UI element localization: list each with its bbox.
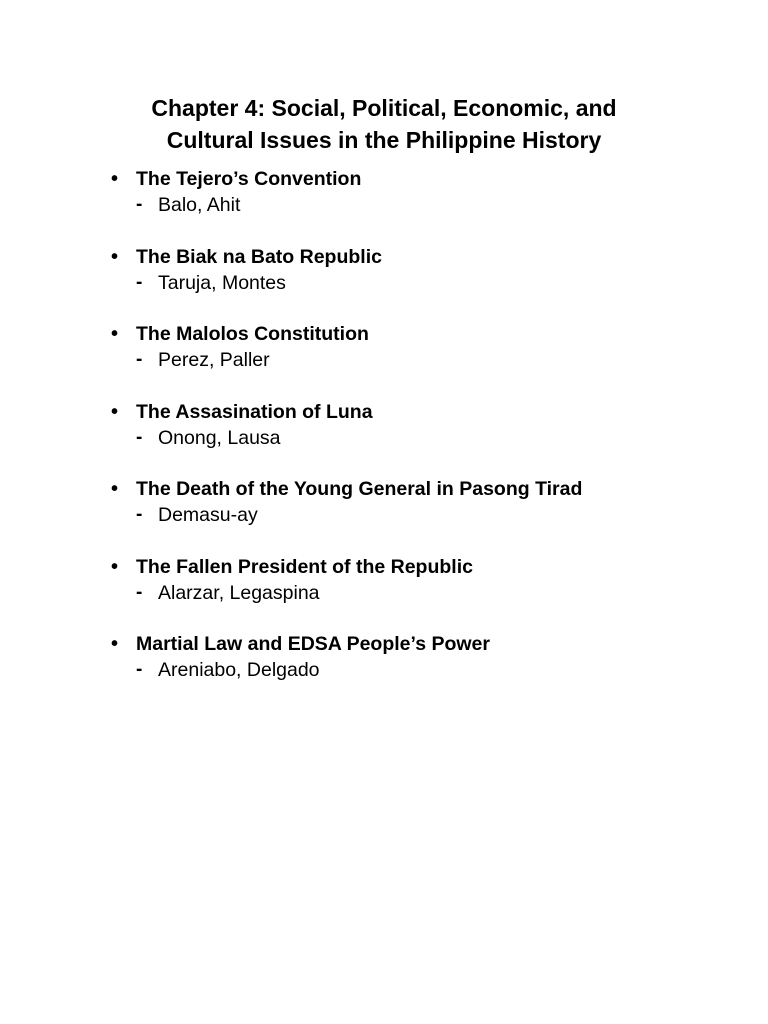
topic-presenters: Onong, Lausa xyxy=(158,426,281,449)
topic-title: The Fallen President of the Republic xyxy=(136,555,473,578)
page-title xyxy=(84,92,684,156)
topic-title: Martial Law and EDSA People’s Power xyxy=(136,633,490,655)
bullet-icon: • xyxy=(111,400,119,423)
topic-item xyxy=(0,475,768,553)
bullet-icon: • xyxy=(111,168,119,190)
topic-item xyxy=(0,553,768,631)
dash-marker: - xyxy=(136,426,143,448)
dash-marker: - xyxy=(136,504,143,525)
topic-title: The Biak na Bato Republic xyxy=(136,245,382,268)
topic-item xyxy=(0,630,768,708)
dash-marker: - xyxy=(136,659,143,680)
bullet-icon: • xyxy=(111,323,119,345)
topic-title: The Assasination of Luna xyxy=(136,400,373,423)
dash-marker: - xyxy=(136,349,143,370)
topic-presenters: Alarzar, Legaspina xyxy=(158,581,320,604)
bullet-icon: • xyxy=(111,478,119,500)
topic-item xyxy=(0,320,768,398)
bullet-icon: • xyxy=(111,245,119,268)
title-line-1: Chapter 4: Social, Political, Economic, and xyxy=(151,95,617,121)
topic-presenters: Perez, Paller xyxy=(158,349,270,371)
topic-presenters: Balo, Ahit xyxy=(158,194,241,216)
topic-title: The Tejero’s Convention xyxy=(136,168,362,190)
topic-presenters: Demasu-ay xyxy=(158,504,258,526)
topic-item xyxy=(0,243,768,321)
dash-marker: - xyxy=(136,271,143,293)
title-line-2: Cultural Issues in the Philippine History xyxy=(166,127,602,153)
topic-presenters: Taruja, Montes xyxy=(158,271,286,294)
dash-marker: - xyxy=(136,581,143,603)
topic-presenters: Areniabo, Delgado xyxy=(158,659,320,681)
topic-item xyxy=(0,398,768,476)
topic-item xyxy=(0,165,768,243)
topic-list xyxy=(0,165,768,708)
dash-marker: - xyxy=(136,194,143,215)
topic-title: The Death of the Young General in Pasong Tirad xyxy=(136,478,583,500)
topic-title: The Malolos Constitution xyxy=(136,323,369,345)
bullet-icon: • xyxy=(111,555,119,578)
bullet-icon: • xyxy=(111,633,119,655)
